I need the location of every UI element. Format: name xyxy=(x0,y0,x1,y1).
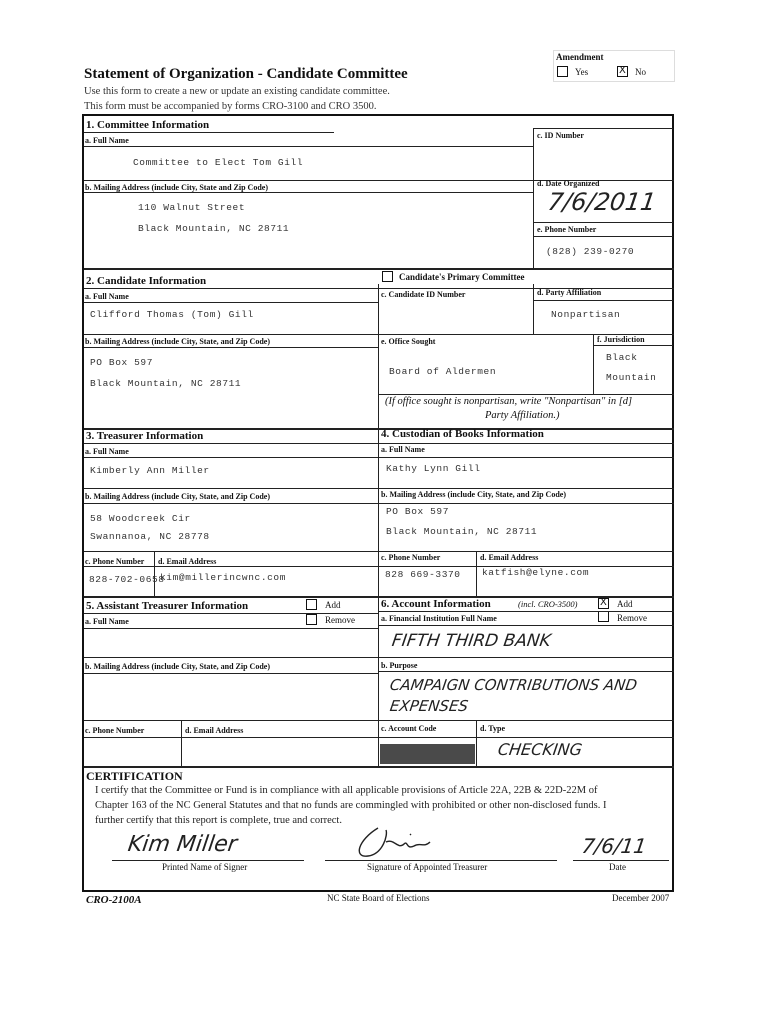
institution-value[interactable]: FIFTH THIRD BANK xyxy=(390,631,553,651)
nonpartisan-note-2: Party Affiliation.) xyxy=(485,410,560,421)
candidate-full-name-label: a. Full Name xyxy=(85,292,129,301)
committee-id-label: c. ID Number xyxy=(537,131,584,140)
type-value[interactable]: CHECKING xyxy=(496,740,584,759)
form-revision-date: December 2007 xyxy=(612,893,670,903)
purpose-label: b. Purpose xyxy=(381,661,418,670)
certification-line-2: Chapter 163 of the NC General Statutes and that no funds are commingled with prohibited or other non-disclosed funds. I xyxy=(95,800,607,811)
signing-date-value[interactable]: 7/6/11 xyxy=(580,834,649,858)
asst-remove-checkbox[interactable] xyxy=(306,614,317,625)
account-add-checkbox[interactable] xyxy=(598,598,609,609)
amendment-no-checkbox[interactable] xyxy=(617,66,628,77)
treasurer-phone-label: c. Phone Number xyxy=(85,557,145,566)
treasurer-email[interactable]: kim@millerincwnc.com xyxy=(160,572,287,583)
amendment-yes-label: Yes xyxy=(575,67,589,77)
printed-name-value[interactable]: Kim Miller xyxy=(126,832,239,857)
jurisdiction-value-1[interactable]: Black xyxy=(606,352,638,363)
account-code-label: c. Account Code xyxy=(381,724,437,733)
treasurer-full-name-label: a. Full Name xyxy=(85,447,129,456)
party-affiliation-label: d. Party Affiliation xyxy=(537,288,602,297)
section-4-title: 4. Custodian of Books Information xyxy=(381,428,544,440)
committee-address-2[interactable]: Black Mountain, NC 28711 xyxy=(138,223,290,234)
institution-label: a. Financial Institution Full Name xyxy=(381,614,497,623)
custodian-phone-label: c. Phone Number xyxy=(381,553,441,562)
treasurer-mailing-label: b. Mailing Address (include City, State, and Zip Code) xyxy=(85,492,270,501)
certification-line-3: further certify that this report is complete, true and correct. xyxy=(95,815,342,826)
purpose-value-2[interactable]: EXPENSES xyxy=(388,697,470,715)
agency-name: NC State Board of Elections xyxy=(327,893,430,903)
nonpartisan-note-1: (If office sought is nonpartisan, write "Nonpartisan" in [d] xyxy=(385,396,633,407)
page-title: Statement of Organization - Candidate Committee xyxy=(84,66,408,82)
committee-phone[interactable]: (828) 239-0270 xyxy=(546,246,635,257)
account-code-redaction xyxy=(380,744,475,764)
type-label: d. Type xyxy=(480,724,506,733)
section-6-title: 6. Account Information xyxy=(381,598,491,610)
jurisdiction-value-2[interactable]: Mountain xyxy=(606,372,657,383)
amendment-yes-checkbox[interactable] xyxy=(557,66,568,77)
custodian-email[interactable]: katfish@elyne.com xyxy=(482,567,590,578)
x-mark-icon: X xyxy=(600,597,607,608)
asst-full-name-label: a. Full Name xyxy=(85,617,129,626)
asst-email-label: d. Email Address xyxy=(185,726,244,735)
committee-full-name-label: a. Full Name xyxy=(85,136,129,145)
section-6-incl: (incl. CRO-3500) xyxy=(518,599,578,609)
custodian-full-name-label: a. Full Name xyxy=(381,445,425,454)
asst-remove-label: Remove xyxy=(325,615,355,625)
signing-date-label: Date xyxy=(609,862,626,872)
committee-phone-label: e. Phone Number xyxy=(537,225,597,234)
treasurer-full-name[interactable]: Kimberly Ann Miller xyxy=(90,465,210,476)
asst-add-checkbox[interactable] xyxy=(306,599,317,610)
account-remove-label: Remove xyxy=(617,613,647,623)
candidate-mailing-label: b. Mailing Address (include City, State, and Zip Code) xyxy=(85,337,270,346)
amendment-label: Amendment xyxy=(556,52,604,62)
treasurer-address-2[interactable]: Swannanoa, NC 28778 xyxy=(90,531,210,542)
section-5-title: 5. Assistant Treasurer Information xyxy=(86,600,249,612)
date-organized-label: d. Date Organized xyxy=(537,179,600,188)
custodian-phone[interactable]: 828 669-3370 xyxy=(385,569,461,580)
candidate-id-label: c. Candidate ID Number xyxy=(381,290,466,299)
candidate-address-2[interactable]: Black Mountain, NC 28711 xyxy=(90,378,242,389)
amendment-no-label: No xyxy=(635,67,646,77)
section-2-title: 2. Candidate Information xyxy=(86,275,207,287)
committee-address-1[interactable]: 110 Walnut Street xyxy=(138,202,246,213)
x-mark-icon: X xyxy=(619,65,626,76)
form-id: CRO-2100A xyxy=(86,894,142,906)
candidate-address-1[interactable]: PO Box 597 xyxy=(90,357,154,368)
treasurer-signature[interactable] xyxy=(348,820,448,862)
certification-title: CERTIFICATION xyxy=(86,769,183,783)
signature-scribble-icon xyxy=(348,820,448,862)
section-3-title: 3. Treasurer Information xyxy=(86,430,204,442)
party-affiliation-value[interactable]: Nonpartisan xyxy=(551,309,621,320)
committee-full-name[interactable]: Committee to Elect Tom Gill xyxy=(133,157,304,168)
certification-line-1: I certify that the Committee or Fund is in compliance with all applicable provisions of Article 22A, 22B & 22D-22M of xyxy=(95,785,598,796)
custodian-mailing-label: b. Mailing Address (include City, State, and Zip Code) xyxy=(381,490,566,499)
treasurer-phone[interactable]: 828-702-0658 xyxy=(89,574,165,585)
custodian-address-2[interactable]: Black Mountain, NC 28711 xyxy=(386,526,538,537)
treasurer-address-1[interactable]: 58 Woodcreek Cir xyxy=(90,513,191,524)
candidate-full-name[interactable]: Clifford Thomas (Tom) Gill xyxy=(90,309,254,320)
instruction-line-2: This form must be accompanied by forms CRO-3100 and CRO 3500. xyxy=(84,101,377,112)
asst-add-label: Add xyxy=(325,600,341,610)
asst-phone-label: c. Phone Number xyxy=(85,726,145,735)
signature-label: Signature of Appointed Treasurer xyxy=(367,862,488,872)
custodian-full-name[interactable]: Kathy Lynn Gill xyxy=(386,463,481,474)
section-1-title: 1. Committee Information xyxy=(86,119,210,131)
asst-mailing-label: b. Mailing Address (include City, State, and Zip Code) xyxy=(85,662,270,671)
account-remove-checkbox[interactable] xyxy=(598,611,609,622)
purpose-value-1[interactable]: CAMPAIGN CONTRIBUTIONS AND xyxy=(388,676,639,694)
primary-committee-label: Candidate's Primary Committee xyxy=(399,272,525,282)
treasurer-email-label: d. Email Address xyxy=(158,557,217,566)
primary-committee-checkbox[interactable] xyxy=(382,271,393,282)
printed-name-label: Printed Name of Signer xyxy=(162,862,248,872)
account-add-label: Add xyxy=(617,599,633,609)
office-sought-label: e. Office Sought xyxy=(381,337,436,346)
instruction-line-1: Use this form to create a new or update an existing candidate committee. xyxy=(84,86,390,97)
committee-mailing-label: b. Mailing Address (include City, State and Zip Code) xyxy=(85,183,268,192)
custodian-email-label: d. Email Address xyxy=(480,553,539,562)
date-organized-value[interactable]: 7/6/2011 xyxy=(546,188,658,216)
office-sought-value[interactable]: Board of Aldermen xyxy=(389,366,497,377)
custodian-address-1[interactable]: PO Box 597 xyxy=(386,506,450,517)
jurisdiction-label: f. Jurisdiction xyxy=(597,335,645,344)
